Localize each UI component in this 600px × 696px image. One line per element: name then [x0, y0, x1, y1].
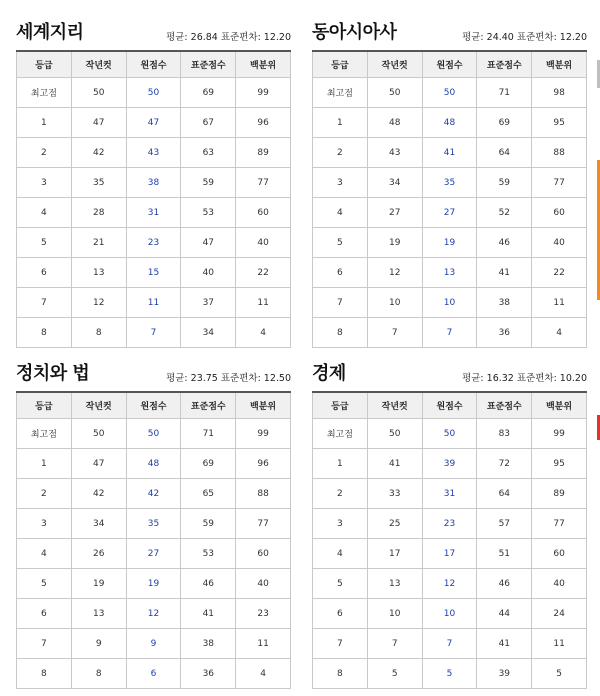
- standard-score-cell: 41: [477, 258, 532, 288]
- col-header-percentile: 백분위: [532, 51, 587, 78]
- raw-score-cell: 12: [422, 569, 477, 599]
- percentile-cell: 4: [236, 659, 291, 689]
- last-year-cut-cell: 8: [71, 318, 126, 348]
- col-header-grade: 등급: [313, 51, 368, 78]
- grade-table: [16, 50, 291, 348]
- last-year-cut-cell: 41: [367, 449, 422, 479]
- last-year-cut-cell: 5: [367, 659, 422, 689]
- table-row: [17, 629, 291, 659]
- standard-score-cell: 36: [181, 659, 236, 689]
- raw-score-cell: 13: [422, 258, 477, 288]
- grade-cell: 최고점: [313, 78, 368, 108]
- raw-score-cell: 7: [422, 629, 477, 659]
- raw-score-cell: 15: [126, 258, 181, 288]
- table-row: [17, 258, 291, 288]
- last-year-cut-cell: 34: [71, 509, 126, 539]
- table-row: [17, 138, 291, 168]
- last-year-cut-cell: 35: [71, 168, 126, 198]
- standard-score-cell: 38: [181, 629, 236, 659]
- grade-cell: 5: [313, 228, 368, 258]
- col-header-last-year-cut: 작년컷: [367, 51, 422, 78]
- table-row: [17, 228, 291, 258]
- last-year-cut-cell: 21: [71, 228, 126, 258]
- raw-score-cell: 31: [422, 479, 477, 509]
- grade-cell: 최고점: [313, 419, 368, 449]
- grade-cell: 8: [17, 659, 72, 689]
- col-header-raw-score: 원점수: [126, 392, 181, 419]
- percentile-cell: 60: [236, 198, 291, 228]
- table-row: [313, 419, 587, 449]
- standard-score-cell: 41: [477, 629, 532, 659]
- raw-score-cell: 19: [422, 228, 477, 258]
- grade-cell: 4: [313, 539, 368, 569]
- col-header-standard-score: 표준점수: [181, 392, 236, 419]
- standard-score-cell: 69: [477, 108, 532, 138]
- table-row: [313, 539, 587, 569]
- percentile-cell: 88: [532, 138, 587, 168]
- grade-cell: 7: [17, 288, 72, 318]
- last-year-cut-cell: 50: [367, 78, 422, 108]
- grade-cell: 1: [313, 449, 368, 479]
- last-year-cut-cell: 33: [367, 479, 422, 509]
- standard-score-cell: 46: [477, 228, 532, 258]
- col-header-grade: 등급: [313, 392, 368, 419]
- raw-score-cell: 7: [422, 318, 477, 348]
- last-year-cut-cell: 48: [367, 108, 422, 138]
- standard-score-cell: 36: [477, 318, 532, 348]
- standard-score-cell: 69: [181, 78, 236, 108]
- grade-cell: 최고점: [17, 78, 72, 108]
- grade-cell: 3: [313, 509, 368, 539]
- percentile-cell: 99: [236, 419, 291, 449]
- standard-score-cell: 83: [477, 419, 532, 449]
- percentile-cell: 95: [532, 449, 587, 479]
- percentile-cell: 88: [236, 479, 291, 509]
- col-header-raw-score: 원점수: [422, 51, 477, 78]
- table-row: [313, 318, 587, 348]
- standard-score-cell: 51: [477, 539, 532, 569]
- last-year-cut-cell: 7: [367, 318, 422, 348]
- grade-cell: 4: [17, 198, 72, 228]
- grade-cell: 8: [313, 659, 368, 689]
- table-row: [313, 569, 587, 599]
- grade-cell: 1: [17, 108, 72, 138]
- percentile-cell: 4: [532, 318, 587, 348]
- standard-score-cell: 41: [181, 599, 236, 629]
- standard-score-cell: 40: [181, 258, 236, 288]
- table-row: [313, 449, 587, 479]
- standard-score-cell: 63: [181, 138, 236, 168]
- standard-score-cell: 53: [181, 539, 236, 569]
- table-row: [313, 288, 587, 318]
- table-row: [313, 629, 587, 659]
- raw-score-cell: 35: [126, 509, 181, 539]
- table-row: [17, 569, 291, 599]
- standard-score-cell: 37: [181, 288, 236, 318]
- table-row: [17, 108, 291, 138]
- raw-score-cell: 48: [126, 449, 181, 479]
- grade-cell: 3: [17, 168, 72, 198]
- grade-table-panel: [16, 355, 291, 689]
- last-year-cut-cell: 7: [367, 629, 422, 659]
- standard-score-cell: 59: [181, 509, 236, 539]
- percentile-cell: 40: [236, 228, 291, 258]
- raw-score-cell: 27: [422, 198, 477, 228]
- raw-score-cell: 41: [422, 138, 477, 168]
- grade-cell: 7: [17, 629, 72, 659]
- table-row: [17, 168, 291, 198]
- standard-score-cell: 71: [181, 419, 236, 449]
- grade-cell: 6: [17, 258, 72, 288]
- grade-cell: 7: [313, 629, 368, 659]
- standard-score-cell: 65: [181, 479, 236, 509]
- subject-title: 정치와 법: [16, 363, 90, 384]
- col-header-grade: 등급: [17, 51, 72, 78]
- raw-score-cell: 7: [126, 318, 181, 348]
- col-header-last-year-cut: 작년컷: [71, 51, 126, 78]
- raw-score-cell: 10: [422, 599, 477, 629]
- last-year-cut-cell: 13: [367, 569, 422, 599]
- standard-score-cell: 64: [477, 138, 532, 168]
- standard-score-cell: 69: [181, 449, 236, 479]
- table-row: [17, 288, 291, 318]
- last-year-cut-cell: 13: [71, 599, 126, 629]
- grade-cell: 8: [313, 318, 368, 348]
- percentile-cell: 60: [532, 198, 587, 228]
- standard-score-cell: 72: [477, 449, 532, 479]
- last-year-cut-cell: 19: [367, 228, 422, 258]
- grade-cell: 2: [313, 138, 368, 168]
- standard-score-cell: 52: [477, 198, 532, 228]
- last-year-cut-cell: 10: [367, 599, 422, 629]
- last-year-cut-cell: 42: [71, 479, 126, 509]
- percentile-cell: 77: [532, 168, 587, 198]
- percentile-cell: 96: [236, 449, 291, 479]
- raw-score-cell: 50: [126, 78, 181, 108]
- col-header-standard-score: 표준점수: [477, 51, 532, 78]
- last-year-cut-cell: 13: [71, 258, 126, 288]
- percentile-cell: 11: [532, 288, 587, 318]
- grade-cell: 2: [17, 479, 72, 509]
- table-row: [313, 258, 587, 288]
- grade-cell: 6: [313, 599, 368, 629]
- grade-cell: 5: [17, 569, 72, 599]
- standard-score-cell: 53: [181, 198, 236, 228]
- col-header-last-year-cut: 작년컷: [71, 392, 126, 419]
- grade-cell: 1: [17, 449, 72, 479]
- raw-score-cell: 35: [422, 168, 477, 198]
- raw-score-cell: 9: [126, 629, 181, 659]
- percentile-cell: 89: [236, 138, 291, 168]
- col-header-percentile: 백분위: [236, 51, 291, 78]
- col-header-percentile: 백분위: [532, 392, 587, 419]
- last-year-cut-cell: 43: [367, 138, 422, 168]
- standard-score-cell: 34: [181, 318, 236, 348]
- standard-score-cell: 57: [477, 509, 532, 539]
- standard-score-cell: 59: [477, 168, 532, 198]
- subject-stats: 평균: 24.40 표준편차: 12.20: [462, 32, 587, 43]
- last-year-cut-cell: 47: [71, 108, 126, 138]
- standard-score-cell: 38: [477, 288, 532, 318]
- grade-cell: 3: [313, 168, 368, 198]
- percentile-cell: 96: [236, 108, 291, 138]
- grade-cell: 6: [17, 599, 72, 629]
- percentile-cell: 98: [532, 78, 587, 108]
- raw-score-cell: 47: [126, 108, 181, 138]
- percentile-cell: 22: [236, 258, 291, 288]
- standard-score-cell: 39: [477, 659, 532, 689]
- percentile-cell: 5: [532, 659, 587, 689]
- percentile-cell: 60: [236, 539, 291, 569]
- percentile-cell: 99: [236, 78, 291, 108]
- raw-score-cell: 11: [126, 288, 181, 318]
- last-year-cut-cell: 12: [71, 288, 126, 318]
- raw-score-cell: 43: [126, 138, 181, 168]
- grade-cell: 최고점: [17, 419, 72, 449]
- grade-cell: 4: [313, 198, 368, 228]
- subject-title: 세계지리: [16, 22, 84, 43]
- col-header-grade: 등급: [17, 392, 72, 419]
- grade-cell: 8: [17, 318, 72, 348]
- subject-stats: 평균: 16.32 표준편차: 10.20: [462, 373, 587, 384]
- subject-title: 동아시아사: [312, 22, 397, 43]
- last-year-cut-cell: 50: [71, 78, 126, 108]
- last-year-cut-cell: 27: [367, 198, 422, 228]
- grade-cell: 7: [313, 288, 368, 318]
- percentile-cell: 89: [532, 479, 587, 509]
- col-header-last-year-cut: 작년컷: [367, 392, 422, 419]
- col-header-percentile: 백분위: [236, 392, 291, 419]
- table-row: [313, 168, 587, 198]
- raw-score-cell: 39: [422, 449, 477, 479]
- last-year-cut-cell: 17: [367, 539, 422, 569]
- table-row: [313, 509, 587, 539]
- standard-score-cell: 44: [477, 599, 532, 629]
- last-year-cut-cell: 8: [71, 659, 126, 689]
- standard-score-cell: 71: [477, 78, 532, 108]
- last-year-cut-cell: 25: [367, 509, 422, 539]
- raw-score-cell: 50: [422, 419, 477, 449]
- percentile-cell: 23: [236, 599, 291, 629]
- percentile-cell: 60: [532, 539, 587, 569]
- raw-score-cell: 31: [126, 198, 181, 228]
- raw-score-cell: 6: [126, 659, 181, 689]
- last-year-cut-cell: 26: [71, 539, 126, 569]
- subject-title: 경제: [312, 363, 346, 384]
- last-year-cut-cell: 12: [367, 258, 422, 288]
- percentile-cell: 77: [236, 168, 291, 198]
- grade-table-panel: [312, 14, 587, 348]
- col-header-standard-score: 표준점수: [477, 392, 532, 419]
- raw-score-cell: 48: [422, 108, 477, 138]
- standard-score-cell: 46: [477, 569, 532, 599]
- last-year-cut-cell: 50: [367, 419, 422, 449]
- percentile-cell: 40: [532, 569, 587, 599]
- raw-score-cell: 50: [126, 419, 181, 449]
- percentile-cell: 77: [532, 509, 587, 539]
- standard-score-cell: 59: [181, 168, 236, 198]
- grade-cell: 5: [313, 569, 368, 599]
- grade-table-panel: [16, 14, 291, 348]
- percentile-cell: 24: [532, 599, 587, 629]
- table-row: [17, 198, 291, 228]
- percentile-cell: 11: [236, 629, 291, 659]
- col-header-raw-score: 원점수: [422, 392, 477, 419]
- percentile-cell: 11: [236, 288, 291, 318]
- table-row: [17, 509, 291, 539]
- last-year-cut-cell: 50: [71, 419, 126, 449]
- raw-score-cell: 23: [126, 228, 181, 258]
- raw-score-cell: 23: [422, 509, 477, 539]
- percentile-cell: 4: [236, 318, 291, 348]
- raw-score-cell: 42: [126, 479, 181, 509]
- col-header-raw-score: 원점수: [126, 51, 181, 78]
- last-year-cut-cell: 28: [71, 198, 126, 228]
- raw-score-cell: 17: [422, 539, 477, 569]
- grade-cell: 6: [313, 258, 368, 288]
- grade-cell: 1: [313, 108, 368, 138]
- table-row: [17, 479, 291, 509]
- percentile-cell: 22: [532, 258, 587, 288]
- percentile-cell: 40: [532, 228, 587, 258]
- percentile-cell: 11: [532, 629, 587, 659]
- grade-cell: 2: [313, 479, 368, 509]
- percentile-cell: 99: [532, 419, 587, 449]
- standard-score-cell: 67: [181, 108, 236, 138]
- percentile-cell: 40: [236, 569, 291, 599]
- percentile-cell: 77: [236, 509, 291, 539]
- raw-score-cell: 12: [126, 599, 181, 629]
- table-row: [313, 659, 587, 689]
- raw-score-cell: 38: [126, 168, 181, 198]
- col-header-standard-score: 표준점수: [181, 51, 236, 78]
- grade-cell: 4: [17, 539, 72, 569]
- last-year-cut-cell: 9: [71, 629, 126, 659]
- standard-score-cell: 46: [181, 569, 236, 599]
- raw-score-cell: 10: [422, 288, 477, 318]
- table-row: [313, 78, 587, 108]
- percentile-cell: 95: [532, 108, 587, 138]
- grade-cell: 3: [17, 509, 72, 539]
- table-row: [17, 78, 291, 108]
- table-row: [313, 479, 587, 509]
- standard-score-cell: 47: [181, 228, 236, 258]
- grade-table-panel: [312, 355, 587, 689]
- table-row: [17, 318, 291, 348]
- raw-score-cell: 50: [422, 78, 477, 108]
- grade-cell: 2: [17, 138, 72, 168]
- table-row: [17, 599, 291, 629]
- subject-stats: 평균: 23.75 표준편차: 12.50: [166, 373, 291, 384]
- table-row: [313, 108, 587, 138]
- raw-score-cell: 5: [422, 659, 477, 689]
- last-year-cut-cell: 10: [367, 288, 422, 318]
- table-row: [313, 599, 587, 629]
- grade-table: [312, 50, 587, 348]
- grade-table: [312, 391, 587, 689]
- table-row: [17, 539, 291, 569]
- table-row: [313, 228, 587, 258]
- table-row: [17, 659, 291, 689]
- table-row: [17, 419, 291, 449]
- table-row: [313, 198, 587, 228]
- grade-cell: 5: [17, 228, 72, 258]
- table-row: [17, 449, 291, 479]
- subject-stats: 평균: 26.84 표준편차: 12.20: [166, 32, 291, 43]
- grade-table: [16, 391, 291, 689]
- last-year-cut-cell: 42: [71, 138, 126, 168]
- raw-score-cell: 27: [126, 539, 181, 569]
- last-year-cut-cell: 19: [71, 569, 126, 599]
- raw-score-cell: 19: [126, 569, 181, 599]
- standard-score-cell: 64: [477, 479, 532, 509]
- table-row: [313, 138, 587, 168]
- last-year-cut-cell: 34: [367, 168, 422, 198]
- last-year-cut-cell: 47: [71, 449, 126, 479]
